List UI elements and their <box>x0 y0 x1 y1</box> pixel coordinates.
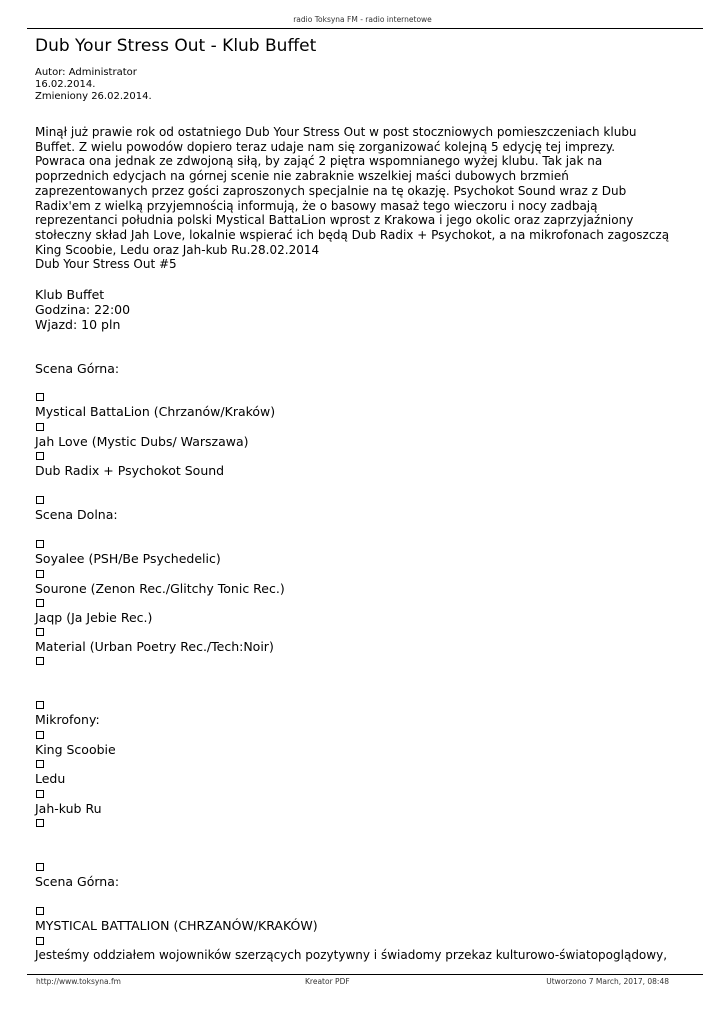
lineup-item: Sourone (Zenon Rec./Glitchy Tonic Rec.) <box>35 581 285 596</box>
lineup-item: Soyalee (PSH/Be Psychedelic) <box>35 551 221 566</box>
venue-line: Klub Buffet <box>35 287 105 302</box>
lineup-item: Mystical BattaLion (Chrzanów/Kraków) <box>35 404 276 419</box>
lineup-item: King Scoobie <box>35 742 116 757</box>
intro-line: King Scoobie, Ledu oraz Jah-kub Ru.28.02.2014 <box>35 242 320 257</box>
intro-line: Buffet. Z wielu powodów dopiero teraz udaje nam się zorganizować kolejną 5 edycję tej imprezy. <box>35 139 616 154</box>
lineup-item: Dub Radix + Psychokot Sound <box>35 463 225 478</box>
lineup-item: Ledu <box>35 771 66 786</box>
article-intro <box>35 125 691 272</box>
article-title: Dub Your Stress Out - Klub Buffet <box>35 36 317 56</box>
checkbox-icon <box>36 819 44 827</box>
footer-generator: Kreator PDF <box>305 977 350 986</box>
time-line: Godzina: 22:00 <box>35 302 131 317</box>
checkbox-icon <box>36 731 44 739</box>
site-header: radio Toksyna FM - radio internetowe <box>293 15 432 24</box>
entry-line: Wjazd: 10 pln <box>35 317 121 332</box>
checkbox-icon <box>36 496 44 504</box>
lineup-item: Material (Urban Poetry Rec./Tech:Noir) <box>35 639 274 654</box>
intro-line: Radix'em z wielką przyjemnością informują, że o basowy masaż tego wieczoru i nocy zadbają <box>35 198 598 213</box>
footer-url[interactable]: http://www.toksyna.fm <box>36 977 121 986</box>
checkbox-icon <box>36 393 44 401</box>
lineup-item: Jah-kub Ru <box>35 801 102 816</box>
checkbox-icon <box>36 599 44 607</box>
intro-line: poprzednich edycjach na górnej scenie nie zabraknie wszelkiej maści dubowych brzmień <box>35 169 569 184</box>
checkbox-icon <box>36 452 44 460</box>
intro-line: Dub Your Stress Out #5 <box>35 257 177 272</box>
article-meta <box>35 67 152 103</box>
checkbox-icon <box>36 760 44 768</box>
modified-line: Zmieniony 26.02.2014. <box>35 91 152 102</box>
lineup-item: Jah Love (Mystic Dubs/ Warszawa) <box>35 434 249 449</box>
intro-line: zaprezentowanych przez gości zaproszonych specjalnie na tę okazję. Psychokot Sound wraz z Dub <box>35 183 627 198</box>
footer-created: Utworzono 7 March, 2017, 08:48 <box>546 977 669 986</box>
checkbox-icon <box>36 570 44 578</box>
lineup-item: Jaqp (Ja Jebie Rec.) <box>35 610 153 625</box>
checkbox-icon <box>36 863 44 871</box>
date-line: 16.02.2014. <box>35 79 96 90</box>
scena-gorna-heading-2: Scena Górna: <box>35 874 120 889</box>
section-heading: MYSTICAL BATTALION (CHRZANÓW/KRAKÓW) <box>35 918 318 933</box>
intro-line: Minął już prawie rok od ostatniego Dub Your Stress Out w post stoczniowych pomieszczeniach klubu <box>35 125 637 139</box>
intro-line: reprezentanci południa polski Mystical BattaLion wprost z Krakowa i jego okolic oraz zaprzyjaźniony <box>35 213 634 228</box>
intro-line: stołeczny skład Jah Love, lokalnie wspierać ich będą Dub Radix + Psychokot, a na mikrofonach zagoszczą <box>35 227 670 242</box>
checkbox-icon <box>36 657 44 665</box>
header-divider <box>27 28 703 29</box>
author-line: Autor: Administrator <box>35 67 137 78</box>
last-paragraph-line: Jesteśmy oddziałem wojowników szerzących pozytywny i świadomy przekaz kulturowo-światopoglądowy, <box>35 948 668 962</box>
checkbox-icon <box>36 790 44 798</box>
checkbox-icon <box>36 628 44 636</box>
mikrofony-heading: Mikrofony: <box>35 712 100 727</box>
checkbox-icon <box>36 701 44 709</box>
intro-line: Powraca ona jednak ze zdwojoną siłą, by zająć 2 piętra wspomnianego wyżej klubu. Tak jak na <box>35 154 603 169</box>
scena-gorna-heading: Scena Górna: <box>35 361 120 376</box>
scena-dolna-heading: Scena Dolna: <box>35 507 118 522</box>
checkbox-icon <box>36 423 44 431</box>
checkbox-icon <box>36 907 44 915</box>
checkbox-icon <box>36 540 44 548</box>
footer-divider <box>27 974 703 975</box>
checkbox-icon <box>36 937 44 945</box>
